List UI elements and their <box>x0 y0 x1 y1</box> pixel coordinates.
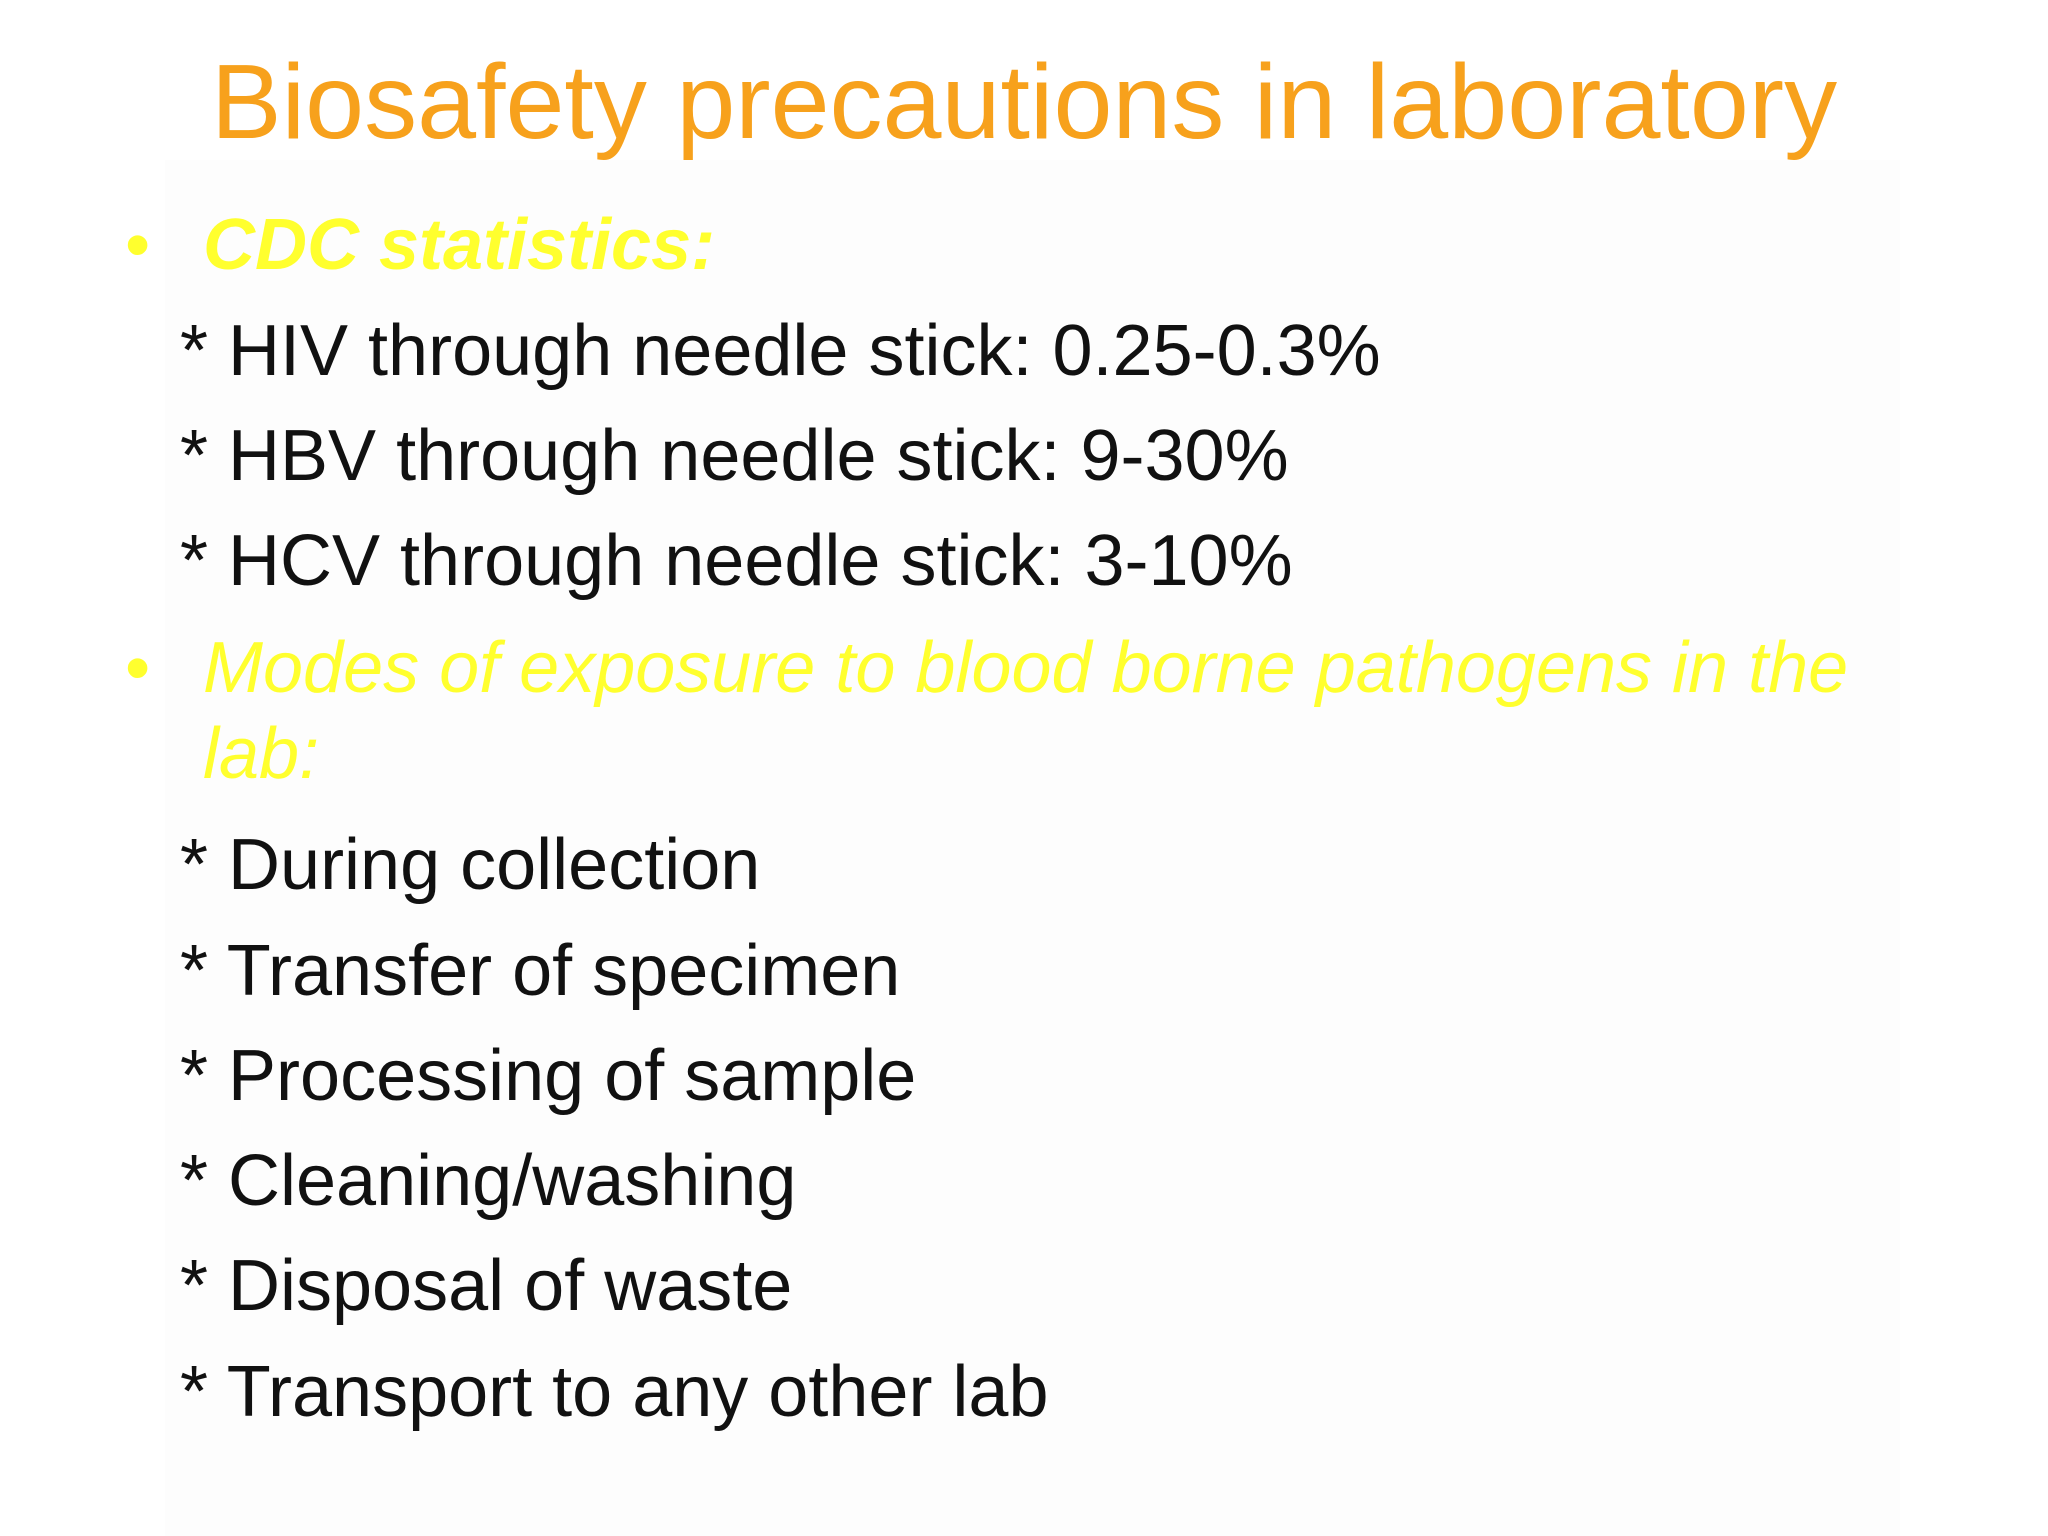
list-item: * HCV through needle stick: 3-10% <box>180 521 1293 601</box>
list-item: * Processing of sample <box>180 1036 917 1116</box>
slide-title: Biosafety precautions in laboratory <box>210 43 1838 161</box>
list-item: * Transfer of specimen <box>180 931 901 1011</box>
list-item: * Disposal of waste <box>180 1246 793 1326</box>
section-heading-label: CDC statistics: <box>203 205 716 285</box>
list-item: * HBV through needle stick: 9-30% <box>180 416 1289 496</box>
list-item: * HIV through needle stick: 0.25-0.3% <box>180 311 1381 391</box>
bullet-icon: • <box>125 628 151 708</box>
list-item: * During collection <box>180 825 761 905</box>
section-heading-label: Modes of exposure to blood borne pathogens in the lab: <box>203 628 1849 794</box>
list-item: * Cleaning/washing <box>180 1141 797 1221</box>
bullet-icon: • <box>125 205 151 285</box>
list-item: * Transport to any other lab <box>180 1352 1049 1432</box>
